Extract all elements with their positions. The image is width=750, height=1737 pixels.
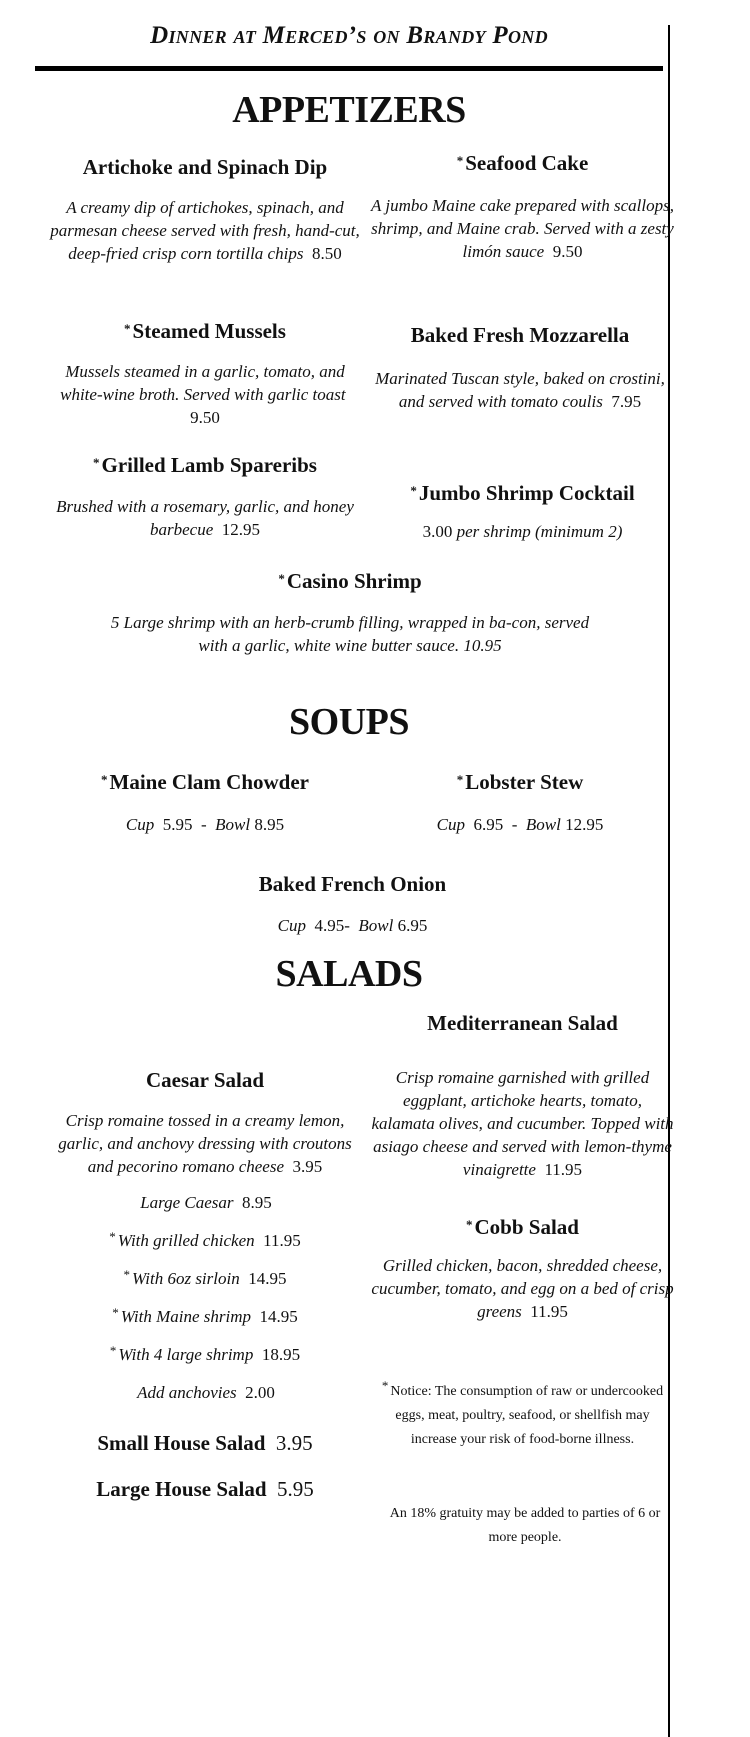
menu-item-artichoke-dip	[45, 154, 365, 265]
item-name: *Maine Clam Chowder	[101, 770, 309, 794]
caesar-option: * With 6oz sirloin 14.95	[123, 1267, 287, 1288]
item-name: *Jumbo Shrimp Cocktail	[410, 481, 635, 505]
salads-heading: SALADS	[275, 953, 423, 995]
caesar-options	[45, 1182, 365, 1410]
item-name: *Lobster Stew	[456, 770, 584, 794]
item-description: Mussels steamed in a garlic, tomato, and white-wine broth. Served with garlic toast 9.50	[60, 362, 346, 427]
item-price: 7.95	[611, 392, 642, 411]
item-prices: Cup 5.95 - Bowl 8.95	[125, 815, 285, 834]
menu-item-lobster-stew	[370, 767, 670, 836]
item-name: *Grilled Lamb Spareribs	[93, 453, 317, 477]
caesar-option: * With Maine shrimp 14.95	[112, 1305, 298, 1326]
menu-item-steamed-mussels	[45, 316, 365, 429]
menu-item-clam-chowder	[40, 767, 370, 836]
caesar-option: Add anchovies 2.00	[137, 1383, 275, 1402]
menu-item-seafood-cake	[370, 148, 675, 263]
item-prices: Cup 6.95 - Bowl 12.95	[436, 815, 604, 834]
item-price: 9.50	[190, 408, 220, 427]
menu-item-shrimp-cocktail	[370, 478, 675, 543]
gratuity-note: An 18% gratuity may be added to parties of 6 or more people.	[389, 1506, 661, 1545]
item-name: *Seafood Cake	[456, 151, 589, 175]
item-description: 5 Large shrimp with an herb-crumb filling, wrapped in ba-con, served with a garlic, white wine butter sauce. 10.95	[110, 613, 590, 655]
title-rule	[35, 66, 663, 71]
item-description: Brushed with a rosemary, garlic, and honey barbecue 12.95	[56, 497, 354, 539]
item-price: 9.50	[552, 242, 583, 261]
health-notice: * Notice: The consumption of raw or undercooked eggs, meat, poultry, seafood, or shellfish may increase your risk of food-borne illness.	[381, 1378, 664, 1447]
item-price: 3.95	[292, 1157, 323, 1176]
item-prices: Cup 4.95- Bowl 6.95	[277, 916, 428, 935]
item-description: Grilled chicken, bacon, shredded cheese, cucumber, tomato, and egg on a bed of crisp greens 11.95	[371, 1256, 674, 1321]
menu-item-casino-shrimp	[100, 566, 600, 657]
menu-item-large-house-salad: Large House Salad 5.95	[96, 1477, 314, 1501]
item-name: *Casino Shrimp	[278, 569, 422, 593]
caesar-option: Large Caesar 8.95	[140, 1193, 272, 1212]
item-price: 11.95	[544, 1160, 583, 1179]
item-name: Baked French Onion	[258, 872, 447, 896]
item-price: 3.00	[422, 522, 453, 541]
menu-item-mediterranean-salad	[370, 1010, 675, 1181]
page-edge-line	[668, 25, 670, 1737]
item-name: Caesar Salad	[145, 1068, 265, 1092]
item-description: Crisp romaine tossed in a creamy lemon, garlic, and anchovy dressing with croutons and pecorino romano cheese 3.95	[58, 1111, 352, 1176]
appetizers-heading: APPETIZERS	[232, 89, 466, 131]
menu-item-small-house-salad: Small House Salad 3.95	[97, 1431, 313, 1455]
item-name: *Steamed Mussels	[124, 319, 286, 343]
item-name: Mediterranean Salad	[427, 1011, 618, 1035]
item-price: 8.50	[311, 244, 342, 263]
item-price: 11.95	[530, 1302, 568, 1321]
item-description: Marinated Tuscan style, baked on crostini, and served with tomato coulis 7.95	[375, 369, 665, 411]
caesar-option: * With 4 large shrimp 18.95	[109, 1343, 301, 1364]
item-name: Artichoke and Spinach Dip	[82, 155, 328, 179]
menu-item-french-onion	[200, 871, 505, 937]
item-description: Crisp romaine garnished with grilled eggplant, artichoke hearts, tomato, kalamata olives, and cucumber. Topped with asiago cheese and served with lemon-thyme vinaigrette 11.95	[371, 1068, 674, 1179]
menu-item-baked-mozzarella	[365, 322, 675, 413]
caesar-option: * With grilled chicken 11.95	[109, 1229, 301, 1250]
item-name: *Cobb Salad	[466, 1215, 579, 1239]
item-price: 12.95	[221, 520, 260, 539]
soups-heading: SOUPS	[289, 701, 409, 743]
house-salads	[45, 1420, 365, 1512]
menu-item-cobb-salad	[370, 1212, 675, 1323]
item-description: A creamy dip of artichokes, spinach, and parmesan cheese served with fresh, hand-cut, deep-fried crisp corn tortilla chips 8.50	[50, 198, 360, 263]
menu-item-lamb-spareribs	[45, 450, 365, 541]
item-name: Baked Fresh Mozzarella	[410, 323, 630, 347]
item-description: A jumbo Maine cake prepared with scallops, shrimp, and Maine crab. Served with a zesty limón sauce 9.50	[371, 196, 674, 261]
menu-title: Dinner at Merced’s on Brandy Pond	[150, 22, 548, 49]
item-description: 3.00 per shrimp (minimum 2)	[422, 522, 623, 541]
menu-item-caesar-salad	[45, 1067, 365, 1512]
